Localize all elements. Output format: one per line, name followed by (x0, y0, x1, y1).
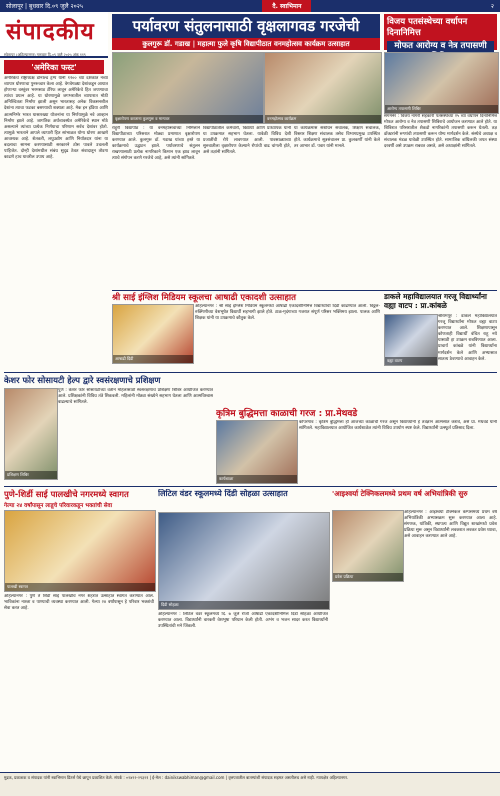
main-story-body-2: विद्यापीठातील कर्मचारी, विद्यार्थी आणि प्राध्यापक यांनी या उपक्रमात सहभाग घेतला. यावेळी विविध देशी प्रजातींची रोपे लावण्यात आली. पावसाळ्याच्या सुरुवातीला वृक्षारोपण केल्याने रोपांची वाढ चांगली होते, असे तज्ञांनी सांगितले. (203, 126, 291, 156)
dakle-headline: डाकले महाविद्यालयात गरजू विद्यार्थ्यांना वह्या वाटप : प्रा.कांबळे (384, 292, 487, 310)
main-photo-1 (112, 52, 264, 124)
main-photo-2-caption: वनमहोत्सव कार्यक्रम (265, 115, 381, 123)
main-story-body-1: राहुरी विद्यापीठ : या वनमहोत्सवाच्या निमित्ताने विद्यापीठाच्या परिसरात मोठ्या प्रमाणात वृक्षारोपण करण्यात आले. कुलगुरू डॉ. गडाख यांच्या हस्ते या कार्यक्रमाचे उद्घाटन झाले. पर्यावरणाचे संतुलन राखण्यासाठी प्रत्येक नागरिकाने किमान एक झाड लावून त्याचे संगोपन करणे गरजेचे आहे, असे त्यांनी सांगितले. (112, 126, 200, 162)
pune-photo (4, 510, 156, 592)
right-story-photo-caption: आरोग्य तपासणी शिबिर (385, 105, 498, 113)
divider (112, 290, 497, 291)
right-story-subheadline: मोफत आरोग्य व नेत्र तपासणी (387, 41, 494, 63)
dakle-body: श्रीरामपूर : डाकले महाविद्यालयात गरजू विद्यार्थ्यांना मोफत वह्या वाटप करण्यात आले. शिक्षणापासून कोणताही विद्यार्थी वंचित राहू नये यासाठी हा उपक्रम राबविण्यात आला. प्राचार्य कांबळे यांनी विद्यार्थ्यांना मार्गदर्शन केले आणि अभ्यासात सातत्य ठेवण्याचे आवाहन केले. (438, 314, 497, 362)
little-body: अहिल्यानगर : लिटिल वंडर स्कूलमध्ये दि. ७ जुलै रोजी आषाढी एकादशीनिमित्त दिंडी सोहळा आयोजित करण्यात आला. विद्यार्थ्यांनी वारकरी वेशभूषा परिधान केली होती. अभंग व भजन सादर करत विद्यार्थ्यांनी उपस्थितांची मने जिंकली. (158, 612, 328, 630)
sai-body: अहिल्यानगर : श्री साई इंग्लिश मिडियम स्कूलमध्ये आषाढी एकादशीनिमित्त विद्यार्थ्यांची दिंडी काढण्यात आली. विठ्ठल-रुक्मिणीच्या वेशभूषेत विद्यार्थी सहभागी झाले होते. टाळ-मृदंगाच्या गजरात संपूर्ण परिसर भक्तिमय झाला. पालक आणि शिक्षक यांनी या उपक्रमाचे कौतुक केले. (195, 304, 380, 322)
aaishwarya-body: अहिल्यानगर : आइश्वर्या टेक्निकल कॅम्पसमध्ये प्रथम वर्ष अभियांत्रिकी अभ्यासक्रम सुरू करण्यात आला आहे. संगणक, यांत्रिकी, स्थापत्य आणि विद्युत शाखांमध्ये प्रवेश प्रक्रिया सुरू असून विद्यार्थ्यांनी लवकरात लवकर प्रवेश घ्यावा, असे आवाहन करण्यात आले आहे. (404, 510, 497, 540)
pune-subheadline: गेल्या २४ वर्षांपासून लाडूचे परिवारकडून भक्तांची सेवा (4, 503, 113, 509)
aaishwarya-body-extra (332, 584, 402, 769)
pune-body: अहिल्यानगर : पुणे ते शिर्डी साई पालखीचे नगर शहरात उत्साहात स्वागत करण्यात आले. भाविकांना नाश्ता व पाण्याची व्यवस्था करण्यात आली. गेल्या २४ वर्षांपासून हे परिवार भक्तांची सेवा करत आहे. (4, 594, 154, 612)
paper-name: दै. स्वाभिमान (262, 0, 311, 12)
main-headline: पर्यावरण संतुलनासाठी वृक्षलागवड गरजेची (112, 14, 380, 38)
page-number: २ (490, 3, 494, 10)
kesar-headline: केशर फोर सोसायटी हेल्प द्वारे स्वसंरक्षणाचे प्रशिक्षण (4, 375, 161, 385)
date-line: सोलापूर | बुधवार दि.०९ जुलै २०२५ (6, 3, 83, 10)
main-photo-1-caption: वृक्षारोपण करताना कुलगुरू व मान्यवर (113, 115, 263, 123)
right-story-photo (384, 52, 499, 114)
dakle-photo-caption: वह्या वाटप (385, 357, 437, 365)
kesar-photo (4, 388, 58, 480)
editorial-logo: संपादकीय (6, 18, 95, 45)
main-photo-2 (264, 52, 382, 124)
edition-line: सोलापूर (अहिल्यानगर) गुरूवार दि.०९ जुलै २०२५ अंक ११९ (4, 52, 86, 57)
kesar-photo-caption: प्रशिक्षण शिबिर (5, 471, 57, 479)
little-headline: लिटिल वंडर स्कूलमध्ये दिंडी सोहळा उत्साहात (158, 489, 288, 498)
main-subheadline: कुलगुरू डॉ. गडाख | महात्मा फुले कृषि विद्यापीठात वनमहोत्सव कार्यक्रम उत्साहात (112, 38, 380, 50)
sai-photo-caption: आषाढी दिंडी (113, 355, 193, 363)
aaishwarya-headline: 'आइश्वर्या टेक्निकलमध्ये प्रथम वर्ष अभियांत्रिकी सुरु (332, 489, 468, 498)
pune-headline: पुणे-शिर्डी साई पालखीचे नगरमध्ये स्वागत (4, 489, 129, 499)
right-story-header (384, 14, 497, 50)
right-story-body: संगमनेर : विजय नागरी सहकारी पतसंस्थेच्या २५ व्या वर्धापन दिनानिमित्त मोफत आरोग्य व नेत्र तपासणी शिबिराचे आयोजन करण्यात आले होते. या शिबिरात परिसरातील शेकडो नागरिकांनी तपासणी करून घेतली. तज्ञ डॉक्टरांनी रुग्णांची तपासणी करून योग्य मार्गदर्शन केले. संस्थेचे अध्यक्ष व संचालक मंडळ यावेळी उपस्थित होते. सामाजिक बांधिलकी जपत संस्था दरवर्षी असे उपक्रम राबवत असते, असे अध्यक्षांनी सांगितले. (384, 114, 497, 150)
aaishwarya-photo-caption: प्रवेश प्रक्रिया (333, 573, 403, 581)
sai-photo (112, 304, 194, 364)
footer-imprint: मुद्रक, प्रकाशक व संपादक यांनी स्वाभिमान प्रिंटर्स येथे छापून प्रकाशित केले. संपर्क : ०२४२२-२९३२१ | ई-मेल : dainikswabhiman@gmail.com | वृत्तपत्रातील बातम्यांशी संपादक सहमत असतीलच असे नाही. न्यायक्षेत्र अहिल्यानगर. (0, 772, 500, 796)
ai-body: कोपरगाव : कृत्रिम बुद्धिमत्ता ही आजच्या काळाची गरज असून विद्यार्थ्यांनी हे तंत्रज्ञान आत्मसात करावे, असे प्रा. मेथवडे यांनी सांगितले. महाविद्यालयात आयोजित कार्यशाळेत त्यांनी विविध उपयोग स्पष्ट केले. विद्यार्थ्यांनी उत्स्फूर्त प्रतिसाद दिला. (299, 420, 497, 432)
aaishwarya-photo (332, 510, 404, 582)
ai-headline: कृत्रिम बुद्धिमत्ता काळाची गरज : प्रा.मेथवडे (216, 409, 358, 419)
kesar-body: पुणे : केशर फोर सोसायटीच्या वतीने महिलांसाठी स्वसंरक्षणाचे प्रशिक्षण शिबिर आयोजित करण्यात आले. प्रशिक्षकांनी विविध तंत्रे शिकवली. महिलांनी मोठ्या संख्येने सहभाग घेतला आणि आत्मविश्वास वाढल्याचे सांगितले. (58, 388, 213, 406)
editorial-body: अमेरिकेचे राष्ट्राध्यक्ष डोनाल्ड ट्रम्प यांनी १२०० च्या दशकात नव्या व्यापार धोरणाचा पुनरुच्चार केला आहे. वेगवेगळ्या देशांकडून आयात होणाऱ्या वस्तूंवर भरमसाठ टॅरिफ लावून अमेरिकेचे हित जपण्याचा त्यांचा प्रयत्न आहे. या धोरणामुळे जगभरातील व्यापारात मोठी अनिश्चितता निर्माण झाली असून भारतासह अनेक विकसनशील देशांना त्याचा फटका बसण्याची शक्यता आहे. मेक इन इंडिया आणि आत्मनिर्भर भारत यासारख्या योजनांना या निर्णयामुळे नवे आव्हान निर्माण झाले आहे. जागतिक अर्थव्यवस्थेत अमेरिकेचे स्थान मोठे असल्याने त्यांच्या प्रत्येक निर्णयाचा परिणाम सर्वच देशांवर होतो. त्यामुळे भारताने आपले व्यापारी हित सांभाळत योग्य धोरण आखणे आवश्यक आहे. शेतकरी, लघुउद्योग आणि निर्यातदार यांना या बदलाचा सामना करण्यासाठी सरकारने ठोस पावले उचलली पाहिजेत. दोन्ही देशांमधील संबंध सुदृढ ठेवत संवादातून तोडगा काढणे हाच यावरील उपाय आहे. (4, 76, 108, 161)
little-photo (158, 512, 330, 610)
ai-photo-caption: कार्यशाळा (217, 475, 297, 483)
little-photo-caption: दिंडी सोहळा (159, 601, 329, 609)
editorial-tag: 'अमेरिका फस्ट' (4, 60, 104, 74)
divider (4, 486, 497, 487)
ai-photo (216, 420, 298, 484)
divider (4, 372, 497, 373)
right-story-headline: विजय पतसंस्थेच्या वर्धापन दिनानिमित्त (387, 17, 468, 39)
sai-headline: श्री साई इंग्लिश मिडियम स्कूलचा आषाढी एकादशी उत्साहात (112, 293, 296, 303)
pune-photo-caption: पालखी स्वागत (5, 583, 155, 591)
main-story-body-3: या कार्यक्रमास संशोधन संचालक, शिक्षण संचालक, विस्तार शिक्षण संचालक तसेच विभागप्रमुख उपस्थित होते. कार्यक्रमाचे सूत्रसंचालन प्रा. कुलकर्णी यांनी केले तर आभार डॉ. पवार यांनी मानले. (294, 126, 380, 150)
dakle-photo (384, 314, 438, 366)
top-strip (0, 0, 500, 12)
